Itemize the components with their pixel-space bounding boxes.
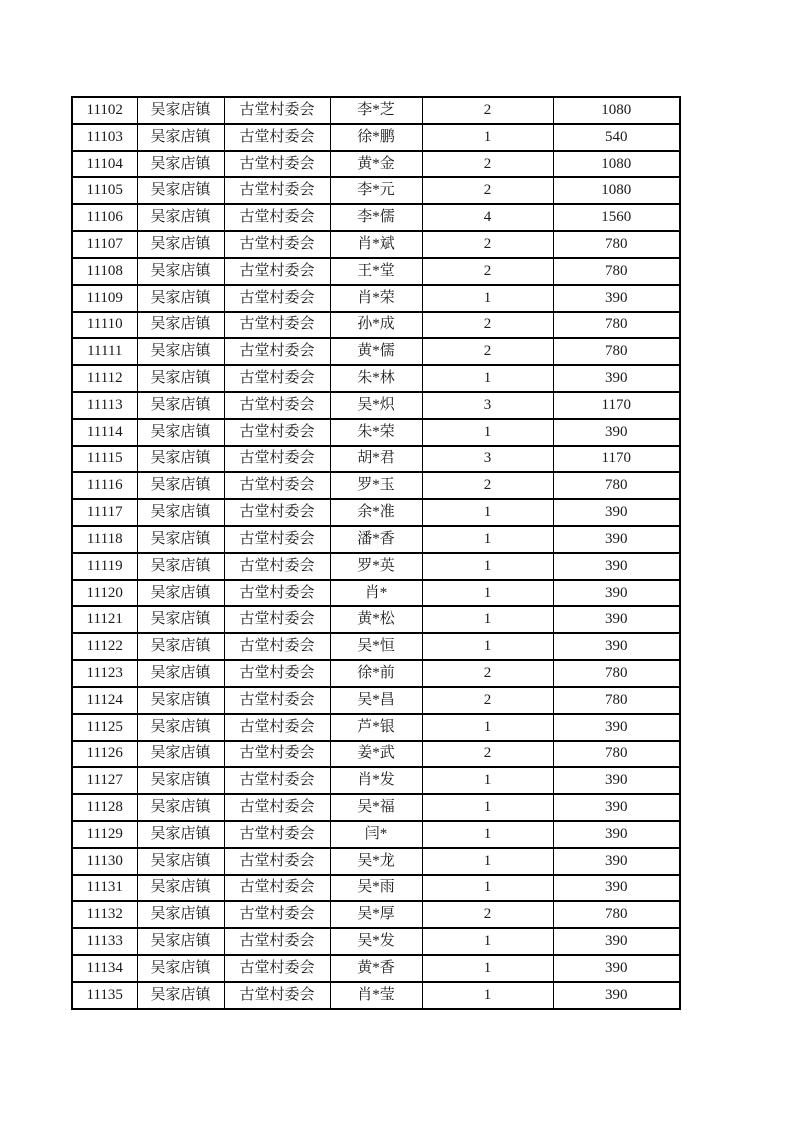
cell-person-count: 1 [422,714,553,741]
cell-town: 吴家店镇 [137,97,224,124]
cell-person-name: 李*儒 [330,204,422,231]
cell-record-id: 11117 [72,499,137,526]
cell-person-count: 1 [422,499,553,526]
cell-town: 吴家店镇 [137,928,224,955]
cell-person-name: 闫* [330,821,422,848]
table-row [72,151,680,178]
table-row [72,446,680,473]
cell-person-count: 2 [422,312,553,339]
cell-person-count: 1 [422,365,553,392]
cell-record-id: 11119 [72,553,137,580]
table-row [72,392,680,419]
cell-village-committee: 古堂村委会 [224,741,330,768]
cell-person-name: 吴*炽 [330,392,422,419]
cell-town: 吴家店镇 [137,660,224,687]
cell-village-committee: 古堂村委会 [224,258,330,285]
cell-record-id: 11106 [72,204,137,231]
cell-person-name: 罗*玉 [330,472,422,499]
cell-amount: 780 [553,687,680,714]
cell-amount: 390 [553,365,680,392]
cell-person-count: 2 [422,258,553,285]
cell-record-id: 11135 [72,982,137,1009]
cell-village-committee: 古堂村委会 [224,794,330,821]
cell-person-count: 1 [422,580,553,607]
cell-record-id: 11115 [72,446,137,473]
cell-person-count: 1 [422,633,553,660]
cell-person-name: 胡*君 [330,446,422,473]
cell-amount: 390 [553,955,680,982]
cell-village-committee: 古堂村委会 [224,848,330,875]
cell-amount: 390 [553,794,680,821]
cell-village-committee: 古堂村委会 [224,955,330,982]
cell-record-id: 11112 [72,365,137,392]
cell-town: 吴家店镇 [137,848,224,875]
cell-village-committee: 古堂村委会 [224,901,330,928]
cell-town: 吴家店镇 [137,472,224,499]
cell-person-count: 1 [422,767,553,794]
cell-amount: 390 [553,928,680,955]
cell-amount: 390 [553,767,680,794]
table-row [72,499,680,526]
table-row [72,231,680,258]
cell-amount: 390 [553,848,680,875]
cell-town: 吴家店镇 [137,231,224,258]
cell-village-committee: 古堂村委会 [224,151,330,178]
table-row [72,714,680,741]
cell-amount: 780 [553,338,680,365]
cell-record-id: 11103 [72,124,137,151]
cell-person-count: 4 [422,204,553,231]
cell-amount: 780 [553,660,680,687]
cell-amount: 780 [553,312,680,339]
table-row [72,419,680,446]
cell-person-name: 黄*松 [330,606,422,633]
cell-record-id: 11128 [72,794,137,821]
subsidy-table [71,96,681,1010]
cell-town: 吴家店镇 [137,767,224,794]
cell-person-name: 黄*儒 [330,338,422,365]
cell-person-count: 1 [422,285,553,312]
cell-village-committee: 古堂村委会 [224,875,330,902]
cell-village-committee: 古堂村委会 [224,177,330,204]
cell-town: 吴家店镇 [137,312,224,339]
cell-person-name: 吴*恒 [330,633,422,660]
cell-town: 吴家店镇 [137,553,224,580]
cell-person-count: 2 [422,687,553,714]
cell-person-name: 朱*林 [330,365,422,392]
cell-person-count: 2 [422,660,553,687]
cell-town: 吴家店镇 [137,687,224,714]
cell-village-committee: 古堂村委会 [224,580,330,607]
table-row [72,955,680,982]
cell-town: 吴家店镇 [137,499,224,526]
cell-town: 吴家店镇 [137,258,224,285]
cell-person-count: 2 [422,472,553,499]
table-row [72,97,680,124]
cell-person-count: 1 [422,928,553,955]
cell-person-count: 2 [422,177,553,204]
cell-amount: 1080 [553,151,680,178]
cell-person-count: 2 [422,231,553,258]
cell-town: 吴家店镇 [137,714,224,741]
cell-person-name: 肖*发 [330,767,422,794]
cell-record-id: 11102 [72,97,137,124]
cell-record-id: 11110 [72,312,137,339]
cell-record-id: 11118 [72,526,137,553]
cell-town: 吴家店镇 [137,338,224,365]
cell-amount: 390 [553,553,680,580]
cell-amount: 1080 [553,177,680,204]
cell-village-committee: 古堂村委会 [224,365,330,392]
cell-person-name: 吴*龙 [330,848,422,875]
cell-amount: 390 [553,714,680,741]
cell-record-id: 11126 [72,741,137,768]
cell-amount: 780 [553,472,680,499]
cell-record-id: 11114 [72,419,137,446]
table-row [72,848,680,875]
cell-record-id: 11123 [72,660,137,687]
cell-town: 吴家店镇 [137,365,224,392]
cell-amount: 390 [553,526,680,553]
cell-person-count: 1 [422,124,553,151]
cell-record-id: 11125 [72,714,137,741]
cell-record-id: 11107 [72,231,137,258]
table-row [72,204,680,231]
table-row [72,365,680,392]
table-row [72,526,680,553]
cell-village-committee: 古堂村委会 [224,821,330,848]
cell-person-name: 李*芝 [330,97,422,124]
cell-town: 吴家店镇 [137,633,224,660]
cell-village-committee: 古堂村委会 [224,204,330,231]
cell-town: 吴家店镇 [137,177,224,204]
cell-person-count: 1 [422,526,553,553]
cell-town: 吴家店镇 [137,821,224,848]
cell-record-id: 11120 [72,580,137,607]
cell-person-name: 吴*厚 [330,901,422,928]
table-row [72,767,680,794]
cell-record-id: 11133 [72,928,137,955]
cell-village-committee: 古堂村委会 [224,714,330,741]
table-row [72,901,680,928]
cell-village-committee: 古堂村委会 [224,982,330,1009]
table-row [72,606,680,633]
cell-town: 吴家店镇 [137,151,224,178]
table-row [72,660,680,687]
cell-person-name: 罗*英 [330,553,422,580]
cell-amount: 780 [553,741,680,768]
cell-person-count: 1 [422,419,553,446]
cell-record-id: 11104 [72,151,137,178]
cell-amount: 390 [553,821,680,848]
cell-amount: 390 [553,419,680,446]
cell-person-count: 2 [422,338,553,365]
cell-village-committee: 古堂村委会 [224,767,330,794]
cell-person-count: 1 [422,821,553,848]
cell-person-name: 徐*鹏 [330,124,422,151]
table-row [72,580,680,607]
cell-record-id: 11132 [72,901,137,928]
cell-amount: 780 [553,901,680,928]
table-row [72,553,680,580]
cell-village-committee: 古堂村委会 [224,97,330,124]
cell-amount: 780 [553,231,680,258]
cell-village-committee: 古堂村委会 [224,312,330,339]
cell-person-count: 3 [422,392,553,419]
cell-village-committee: 古堂村委会 [224,231,330,258]
cell-village-committee: 古堂村委会 [224,446,330,473]
cell-town: 吴家店镇 [137,419,224,446]
cell-amount: 390 [553,606,680,633]
cell-town: 吴家店镇 [137,124,224,151]
table-row [72,312,680,339]
cell-record-id: 11121 [72,606,137,633]
cell-village-committee: 古堂村委会 [224,928,330,955]
cell-person-count: 1 [422,553,553,580]
cell-person-count: 1 [422,848,553,875]
cell-amount: 390 [553,875,680,902]
cell-town: 吴家店镇 [137,794,224,821]
cell-person-name: 黄*香 [330,955,422,982]
cell-person-name: 孙*成 [330,312,422,339]
cell-record-id: 11113 [72,392,137,419]
table-row [72,687,680,714]
table-row [72,633,680,660]
cell-town: 吴家店镇 [137,875,224,902]
table-row [72,124,680,151]
cell-amount: 1170 [553,446,680,473]
cell-person-name: 黄*金 [330,151,422,178]
cell-person-name: 李*元 [330,177,422,204]
cell-amount: 390 [553,285,680,312]
cell-person-count: 1 [422,875,553,902]
cell-record-id: 11108 [72,258,137,285]
cell-amount: 390 [553,982,680,1009]
cell-record-id: 11124 [72,687,137,714]
table-row [72,821,680,848]
cell-amount: 1560 [553,204,680,231]
cell-amount: 1080 [553,97,680,124]
cell-amount: 390 [553,633,680,660]
cell-person-name: 吴*昌 [330,687,422,714]
cell-town: 吴家店镇 [137,955,224,982]
table-row [72,928,680,955]
cell-village-committee: 古堂村委会 [224,472,330,499]
cell-person-name: 王*堂 [330,258,422,285]
cell-person-count: 2 [422,151,553,178]
cell-person-count: 1 [422,794,553,821]
cell-town: 吴家店镇 [137,446,224,473]
cell-town: 吴家店镇 [137,982,224,1009]
cell-person-count: 3 [422,446,553,473]
cell-person-count: 1 [422,955,553,982]
cell-village-committee: 古堂村委会 [224,419,330,446]
cell-person-name: 潘*香 [330,526,422,553]
cell-person-name: 余*准 [330,499,422,526]
cell-town: 吴家店镇 [137,204,224,231]
cell-person-name: 吴*雨 [330,875,422,902]
cell-town: 吴家店镇 [137,285,224,312]
cell-village-committee: 古堂村委会 [224,553,330,580]
cell-person-name: 芦*银 [330,714,422,741]
cell-person-name: 吴*福 [330,794,422,821]
cell-record-id: 11134 [72,955,137,982]
cell-amount: 540 [553,124,680,151]
cell-record-id: 11122 [72,633,137,660]
table-row [72,472,680,499]
table-row [72,794,680,821]
cell-record-id: 11109 [72,285,137,312]
cell-person-name: 肖*荣 [330,285,422,312]
cell-person-count: 2 [422,901,553,928]
cell-person-name: 肖* [330,580,422,607]
table-row [72,258,680,285]
cell-town: 吴家店镇 [137,580,224,607]
cell-person-name: 吴*发 [330,928,422,955]
cell-village-committee: 古堂村委会 [224,660,330,687]
cell-town: 吴家店镇 [137,392,224,419]
table-row [72,875,680,902]
cell-town: 吴家店镇 [137,741,224,768]
cell-record-id: 11127 [72,767,137,794]
cell-person-count: 1 [422,982,553,1009]
cell-village-committee: 古堂村委会 [224,526,330,553]
cell-record-id: 11116 [72,472,137,499]
cell-village-committee: 古堂村委会 [224,606,330,633]
cell-village-committee: 古堂村委会 [224,392,330,419]
cell-amount: 390 [553,580,680,607]
cell-village-committee: 古堂村委会 [224,338,330,365]
cell-village-committee: 古堂村委会 [224,499,330,526]
cell-person-name: 朱*荣 [330,419,422,446]
cell-person-count: 2 [422,97,553,124]
cell-person-name: 姜*武 [330,741,422,768]
cell-record-id: 11129 [72,821,137,848]
cell-village-committee: 古堂村委会 [224,124,330,151]
cell-town: 吴家店镇 [137,901,224,928]
cell-village-committee: 古堂村委会 [224,633,330,660]
cell-record-id: 11131 [72,875,137,902]
cell-town: 吴家店镇 [137,526,224,553]
cell-person-name: 肖*斌 [330,231,422,258]
table-body [72,97,680,1009]
cell-amount: 780 [553,258,680,285]
cell-town: 吴家店镇 [137,606,224,633]
table-row [72,741,680,768]
table-row [72,982,680,1009]
cell-person-name: 肖*莹 [330,982,422,1009]
table-row [72,338,680,365]
cell-amount: 1170 [553,392,680,419]
table-row [72,285,680,312]
cell-amount: 390 [553,499,680,526]
cell-person-count: 1 [422,606,553,633]
cell-person-count: 2 [422,741,553,768]
cell-record-id: 11130 [72,848,137,875]
cell-village-committee: 古堂村委会 [224,687,330,714]
cell-record-id: 11111 [72,338,137,365]
cell-record-id: 11105 [72,177,137,204]
cell-village-committee: 古堂村委会 [224,285,330,312]
table-row [72,177,680,204]
cell-person-name: 徐*前 [330,660,422,687]
